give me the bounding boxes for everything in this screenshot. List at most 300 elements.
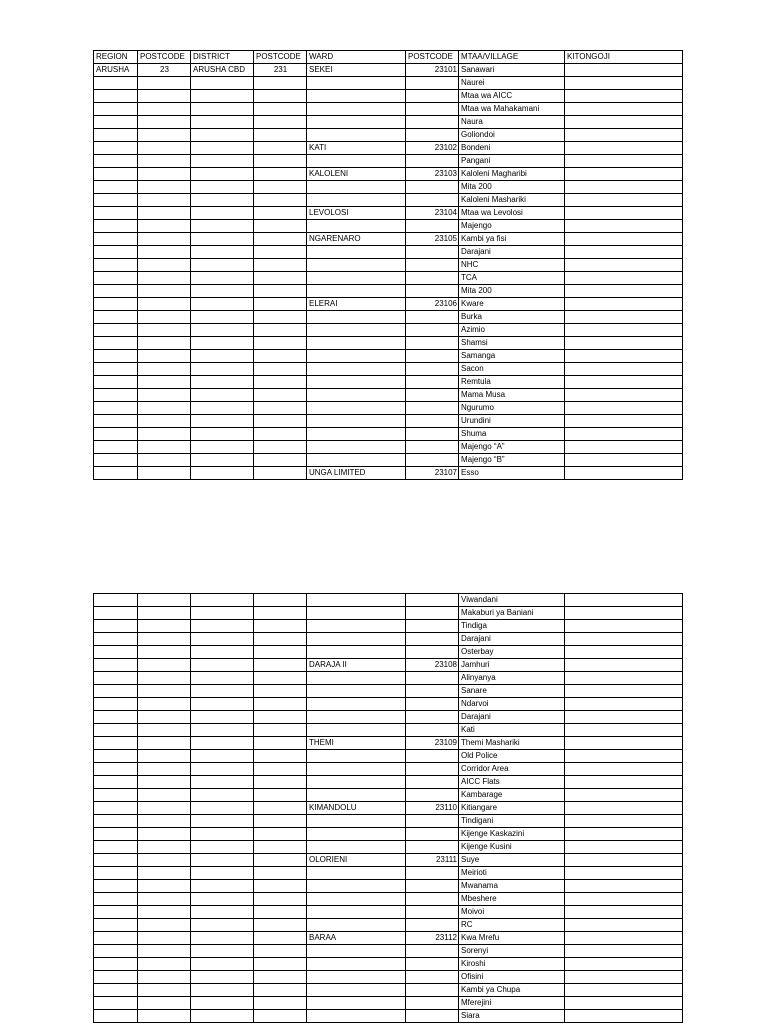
district-postcode-cell: [254, 155, 307, 168]
region-cell: [94, 620, 138, 633]
district-cell: [191, 259, 254, 272]
district-cell: [191, 750, 254, 763]
kitongoji-cell: [565, 945, 683, 958]
region-postcode-cell: [138, 103, 191, 116]
ward-cell: [307, 1010, 406, 1023]
district-postcode-cell: [254, 415, 307, 428]
region-postcode-cell: [138, 646, 191, 659]
region-cell: [94, 454, 138, 467]
ward-cell: [307, 789, 406, 802]
district-cell: [191, 698, 254, 711]
table-row: [94, 958, 683, 971]
table-row: [94, 103, 683, 116]
district-cell: [191, 285, 254, 298]
district-cell: [191, 298, 254, 311]
kitongoji-cell: [565, 594, 683, 607]
header-district-cell: DISTRICT: [191, 51, 254, 64]
district-postcode-cell: [254, 984, 307, 997]
region-cell: [94, 415, 138, 428]
mtaa-village-cell: Majengo “A”: [459, 441, 565, 454]
region-postcode-cell: [138, 841, 191, 854]
kitongoji-cell: [565, 1010, 683, 1023]
ward-cell: [307, 919, 406, 932]
region-postcode-cell: [138, 272, 191, 285]
district-postcode-cell: [254, 181, 307, 194]
ward-cell: [307, 259, 406, 272]
mtaa-village-cell: Kitiangare: [459, 802, 565, 815]
district-cell: [191, 997, 254, 1010]
district-cell: [191, 428, 254, 441]
district-cell: [191, 467, 254, 480]
mtaa-village-cell: Corridor Area: [459, 763, 565, 776]
region-cell: [94, 103, 138, 116]
kitongoji-cell: [565, 337, 683, 350]
district-cell: [191, 376, 254, 389]
district-postcode-cell: [254, 672, 307, 685]
mtaa-village-cell: Sanawari: [459, 64, 565, 77]
region-postcode-cell: [138, 1010, 191, 1023]
region-cell: [94, 272, 138, 285]
ward-cell: [307, 350, 406, 363]
table-row: [94, 337, 683, 350]
district-postcode-cell: [254, 233, 307, 246]
kitongoji-cell: [565, 402, 683, 415]
district-postcode-cell: [254, 103, 307, 116]
table-row: [94, 272, 683, 285]
region-cell: [94, 971, 138, 984]
district-postcode-cell: [254, 854, 307, 867]
district-postcode-cell: 231: [254, 64, 307, 77]
mtaa-village-cell: Suye: [459, 854, 565, 867]
mtaa-village-cell: Siara: [459, 1010, 565, 1023]
ward-postcode-cell: [406, 311, 459, 324]
district-cell: [191, 906, 254, 919]
ward-postcode-cell: [406, 246, 459, 259]
ward-postcode-cell: [406, 337, 459, 350]
ward-cell: [307, 376, 406, 389]
district-cell: [191, 841, 254, 854]
ward-postcode-cell: [406, 906, 459, 919]
region-postcode-cell: [138, 828, 191, 841]
mtaa-village-cell: Burka: [459, 311, 565, 324]
ward-cell: [307, 311, 406, 324]
table-row: [94, 207, 683, 220]
ward-postcode-cell: [406, 1010, 459, 1023]
table-row: [94, 285, 683, 298]
ward-cell: [307, 454, 406, 467]
table-row: [94, 142, 683, 155]
kitongoji-cell: [565, 646, 683, 659]
district-postcode-cell: [254, 802, 307, 815]
ward-postcode-cell: [406, 77, 459, 90]
region-cell: [94, 815, 138, 828]
region-postcode-cell: [138, 389, 191, 402]
ward-cell: [307, 272, 406, 285]
kitongoji-cell: [565, 285, 683, 298]
mtaa-village-cell: Jamhuri: [459, 659, 565, 672]
ward-cell: KATI: [307, 142, 406, 155]
table-row: [94, 454, 683, 467]
region-postcode-cell: [138, 467, 191, 480]
region-cell: [94, 997, 138, 1010]
kitongoji-cell: [565, 311, 683, 324]
mtaa-village-cell: Mbeshere: [459, 893, 565, 906]
kitongoji-cell: [565, 802, 683, 815]
ward-postcode-cell: [406, 711, 459, 724]
region-postcode-cell: [138, 259, 191, 272]
district-cell: [191, 103, 254, 116]
kitongoji-cell: [565, 724, 683, 737]
header-region-postcode-cell: POSTCODE: [138, 51, 191, 64]
mtaa-village-cell: Darajani: [459, 246, 565, 259]
region-cell: [94, 594, 138, 607]
ward-cell: [307, 194, 406, 207]
ward-postcode-cell: [406, 415, 459, 428]
kitongoji-cell: [565, 906, 683, 919]
mtaa-village-cell: Shamsi: [459, 337, 565, 350]
mtaa-village-cell: Bondeni: [459, 142, 565, 155]
mtaa-village-cell: Mferejini: [459, 997, 565, 1010]
table-row: [94, 607, 683, 620]
ward-cell: KALOLENI: [307, 168, 406, 181]
region-cell: [94, 919, 138, 932]
district-cell: [191, 711, 254, 724]
region-cell: [94, 685, 138, 698]
region-postcode-cell: [138, 698, 191, 711]
region-postcode-cell: [138, 724, 191, 737]
mtaa-village-cell: Kaloleni Magharibi: [459, 168, 565, 181]
mtaa-village-cell: Viwandani: [459, 594, 565, 607]
table-row: [94, 324, 683, 337]
region-postcode-cell: [138, 672, 191, 685]
ward-cell: [307, 77, 406, 90]
mtaa-village-cell: Majengo “B”: [459, 454, 565, 467]
region-cell: [94, 363, 138, 376]
table-row: [94, 633, 683, 646]
district-postcode-cell: [254, 402, 307, 415]
district-cell: [191, 789, 254, 802]
region-cell: [94, 129, 138, 142]
district-postcode-cell: [254, 298, 307, 311]
district-postcode-cell: [254, 685, 307, 698]
district-postcode-cell: [254, 906, 307, 919]
district-postcode-cell: [254, 724, 307, 737]
mtaa-village-cell: Mita 200: [459, 181, 565, 194]
ward-postcode-cell: [406, 194, 459, 207]
ward-cell: BARAA: [307, 932, 406, 945]
region-postcode-cell: [138, 129, 191, 142]
table-row: [94, 984, 683, 997]
kitongoji-cell: [565, 997, 683, 1010]
ward-postcode-cell: [406, 984, 459, 997]
district-postcode-cell: [254, 997, 307, 1010]
mtaa-village-cell: Sacon: [459, 363, 565, 376]
district-cell: [191, 441, 254, 454]
kitongoji-cell: [565, 737, 683, 750]
ward-postcode-cell: [406, 958, 459, 971]
table-row: [94, 363, 683, 376]
region-postcode-cell: [138, 633, 191, 646]
district-postcode-cell: [254, 77, 307, 90]
district-cell: ARUSHA CBD: [191, 64, 254, 77]
kitongoji-cell: [565, 607, 683, 620]
district-cell: [191, 659, 254, 672]
ward-postcode-cell: [406, 220, 459, 233]
ward-cell: [307, 607, 406, 620]
ward-cell: [307, 441, 406, 454]
kitongoji-cell: [565, 659, 683, 672]
kitongoji-cell: [565, 103, 683, 116]
ward-postcode-cell: 23102: [406, 142, 459, 155]
postcode-table-2: [93, 593, 683, 1023]
header-ward-cell: WARD: [307, 51, 406, 64]
ward-postcode-cell: [406, 376, 459, 389]
region-cell: [94, 906, 138, 919]
mtaa-village-cell: Azimio: [459, 324, 565, 337]
region-cell: [94, 763, 138, 776]
ward-postcode-cell: [406, 750, 459, 763]
kitongoji-cell: [565, 893, 683, 906]
mtaa-village-cell: Tindigani: [459, 815, 565, 828]
region-postcode-cell: [138, 776, 191, 789]
ward-postcode-cell: [406, 103, 459, 116]
ward-cell: [307, 672, 406, 685]
kitongoji-cell: [565, 711, 683, 724]
ward-postcode-cell: [406, 867, 459, 880]
region-postcode-cell: [138, 415, 191, 428]
region-cell: [94, 945, 138, 958]
district-postcode-cell: [254, 441, 307, 454]
ward-cell: OLORIENI: [307, 854, 406, 867]
ward-cell: [307, 116, 406, 129]
ward-cell: [307, 129, 406, 142]
kitongoji-cell: [565, 971, 683, 984]
kitongoji-cell: [565, 90, 683, 103]
ward-cell: [307, 594, 406, 607]
ward-postcode-cell: [406, 620, 459, 633]
table-row: [94, 828, 683, 841]
mtaa-village-cell: Osterbay: [459, 646, 565, 659]
region-cell: [94, 207, 138, 220]
kitongoji-cell: [565, 77, 683, 90]
kitongoji-cell: [565, 633, 683, 646]
mtaa-village-cell: Meirioti: [459, 867, 565, 880]
region-postcode-cell: [138, 594, 191, 607]
ward-postcode-cell: 23103: [406, 168, 459, 181]
region-cell: [94, 776, 138, 789]
region-cell: [94, 389, 138, 402]
region-cell: [94, 659, 138, 672]
district-cell: [191, 311, 254, 324]
district-cell: [191, 685, 254, 698]
mtaa-village-cell: TCA: [459, 272, 565, 285]
ward-postcode-cell: [406, 181, 459, 194]
kitongoji-cell: [565, 181, 683, 194]
district-cell: [191, 415, 254, 428]
region-cell: [94, 633, 138, 646]
region-postcode-cell: [138, 737, 191, 750]
region-postcode-cell: [138, 181, 191, 194]
district-cell: [191, 324, 254, 337]
ward-cell: [307, 763, 406, 776]
mtaa-village-cell: Esso: [459, 467, 565, 480]
ward-cell: [307, 880, 406, 893]
district-postcode-cell: [254, 337, 307, 350]
ward-postcode-cell: 23105: [406, 233, 459, 246]
mtaa-village-cell: Mama Musa: [459, 389, 565, 402]
district-postcode-cell: [254, 815, 307, 828]
mtaa-village-cell: AICC Flats: [459, 776, 565, 789]
mtaa-village-cell: Kambi ya Chupa: [459, 984, 565, 997]
region-cell: [94, 246, 138, 259]
region-cell: [94, 646, 138, 659]
mtaa-village-cell: RC: [459, 919, 565, 932]
region-cell: [94, 402, 138, 415]
ward-cell: [307, 103, 406, 116]
district-postcode-cell: [254, 207, 307, 220]
ward-cell: THEMI: [307, 737, 406, 750]
header-ward-postcode-cell: POSTCODE: [406, 51, 459, 64]
kitongoji-cell: [565, 685, 683, 698]
region-postcode-cell: [138, 77, 191, 90]
ward-cell: [307, 893, 406, 906]
table-row: [94, 763, 683, 776]
ward-cell: DARAJA II: [307, 659, 406, 672]
ward-postcode-cell: [406, 324, 459, 337]
ward-postcode-cell: 23111: [406, 854, 459, 867]
kitongoji-cell: [565, 789, 683, 802]
region-cell: [94, 467, 138, 480]
mtaa-village-cell: Kiroshi: [459, 958, 565, 971]
mtaa-village-cell: Ofisini: [459, 971, 565, 984]
mtaa-village-cell: Makaburi ya Baniani: [459, 607, 565, 620]
district-postcode-cell: [254, 659, 307, 672]
region-cell: [94, 324, 138, 337]
header-district-postcode-cell: POSTCODE: [254, 51, 307, 64]
table-row: [94, 389, 683, 402]
district-postcode-cell: [254, 220, 307, 233]
ward-cell: NGARENARO: [307, 233, 406, 246]
district-postcode-cell: [254, 880, 307, 893]
district-cell: [191, 867, 254, 880]
table-row: [94, 854, 683, 867]
kitongoji-cell: [565, 194, 683, 207]
district-cell: [191, 802, 254, 815]
ward-cell: [307, 958, 406, 971]
region-postcode-cell: [138, 116, 191, 129]
table-row: [94, 376, 683, 389]
mtaa-village-cell: Majengo: [459, 220, 565, 233]
mtaa-village-cell: Mtaa wa Mahakamani: [459, 103, 565, 116]
table-row: [94, 259, 683, 272]
ward-cell: ELERAI: [307, 298, 406, 311]
ward-cell: [307, 828, 406, 841]
ward-postcode-cell: [406, 945, 459, 958]
ward-cell: [307, 620, 406, 633]
table-row: [94, 594, 683, 607]
region-postcode-cell: [138, 350, 191, 363]
region-cell: [94, 376, 138, 389]
region-postcode-cell: [138, 311, 191, 324]
kitongoji-cell: [565, 467, 683, 480]
table-row: [94, 415, 683, 428]
district-postcode-cell: [254, 324, 307, 337]
ward-postcode-cell: [406, 763, 459, 776]
district-cell: [191, 945, 254, 958]
region-cell: [94, 441, 138, 454]
kitongoji-cell: [565, 672, 683, 685]
district-postcode-cell: [254, 90, 307, 103]
district-cell: [191, 984, 254, 997]
ward-cell: [307, 776, 406, 789]
header-mtaa-village-cell: MTAA/VILLAGE: [459, 51, 565, 64]
ward-cell: [307, 181, 406, 194]
kitongoji-cell: [565, 620, 683, 633]
ward-postcode-cell: 23112: [406, 932, 459, 945]
ward-postcode-cell: [406, 259, 459, 272]
district-cell: [191, 116, 254, 129]
district-postcode-cell: [254, 893, 307, 906]
district-cell: [191, 776, 254, 789]
mtaa-village-cell: Mtaa wa Levolosi: [459, 207, 565, 220]
ward-postcode-cell: [406, 685, 459, 698]
district-postcode-cell: [254, 919, 307, 932]
region-cell: [94, 958, 138, 971]
region-postcode-cell: [138, 233, 191, 246]
region-postcode-cell: [138, 428, 191, 441]
district-cell: [191, 220, 254, 233]
district-cell: [191, 971, 254, 984]
ward-cell: KIMANDOLU: [307, 802, 406, 815]
table-row: [94, 155, 683, 168]
region-postcode-cell: [138, 285, 191, 298]
ward-cell: [307, 724, 406, 737]
district-cell: [191, 854, 254, 867]
table-row: [94, 350, 683, 363]
region-cell: [94, 698, 138, 711]
table-row: [94, 220, 683, 233]
mtaa-village-cell: Shuma: [459, 428, 565, 441]
kitongoji-cell: [565, 984, 683, 997]
district-postcode-cell: [254, 789, 307, 802]
region-postcode-cell: [138, 298, 191, 311]
ward-postcode-cell: [406, 789, 459, 802]
kitongoji-cell: [565, 919, 683, 932]
mtaa-village-cell: Kaloleni Mashariki: [459, 194, 565, 207]
district-postcode-cell: [254, 828, 307, 841]
table-row: [94, 750, 683, 763]
mtaa-village-cell: Naura: [459, 116, 565, 129]
ward-postcode-cell: 23108: [406, 659, 459, 672]
kitongoji-cell: [565, 415, 683, 428]
district-postcode-cell: [254, 259, 307, 272]
region-postcode-cell: [138, 763, 191, 776]
ward-cell: [307, 750, 406, 763]
district-cell: [191, 207, 254, 220]
mtaa-village-cell: Tindiga: [459, 620, 565, 633]
region-postcode-cell: [138, 376, 191, 389]
region-postcode-cell: [138, 337, 191, 350]
table-row: [94, 724, 683, 737]
ward-cell: [307, 324, 406, 337]
kitongoji-cell: [565, 233, 683, 246]
district-postcode-cell: [254, 841, 307, 854]
kitongoji-cell: [565, 142, 683, 155]
kitongoji-cell: [565, 324, 683, 337]
ward-postcode-cell: 23110: [406, 802, 459, 815]
region-postcode-cell: [138, 685, 191, 698]
region-postcode-cell: [138, 867, 191, 880]
